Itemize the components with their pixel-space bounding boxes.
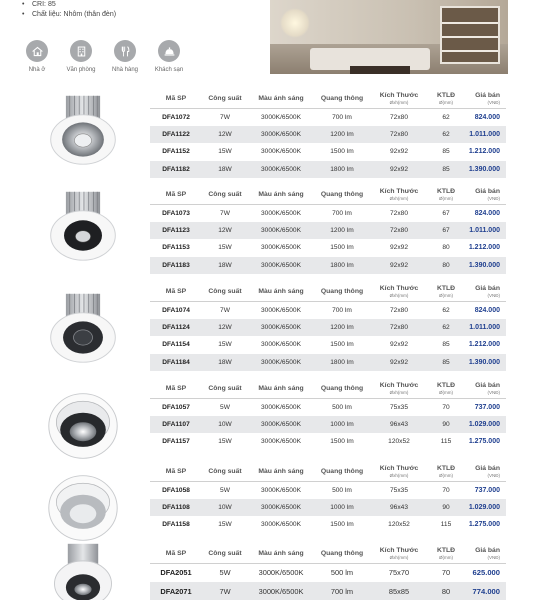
column-header-color: Màu ánh sáng (248, 90, 314, 108)
power: 15W (218, 148, 232, 156)
cutlery-icon (119, 45, 132, 58)
luminous-flux: 1800 lm (314, 161, 370, 179)
cutout: 115 (440, 438, 452, 446)
light-color: 3000K/6500K (261, 438, 301, 446)
table-row (150, 516, 506, 534)
luminous-flux: 700 lm (332, 209, 352, 217)
dimensions: 75x35 (390, 486, 408, 494)
power: 5W (220, 486, 230, 494)
power: 7W (220, 306, 230, 314)
price: 1.212.000 (468, 148, 500, 156)
table-row (150, 416, 506, 434)
luminous-flux: 1000 lm (314, 499, 370, 517)
table-row (150, 336, 506, 354)
dimensions: 72x80 (370, 319, 428, 337)
product-code: DFA1183 (150, 257, 202, 275)
app-hotel (154, 40, 184, 73)
light-color: 3000K/6500K (261, 521, 301, 529)
dimensions: 92x92 (390, 341, 408, 349)
table-row (150, 143, 506, 161)
light-color: 3000K/6500K (258, 568, 304, 578)
power: 7W (220, 209, 230, 217)
column-header-code: Mã SP (150, 545, 202, 563)
cutout: 62 (442, 113, 450, 121)
product-code: DFA1108 (150, 499, 202, 517)
table-row (150, 433, 506, 451)
light-color: 3000K/6500K (248, 161, 314, 179)
product-code: DFA1073 (162, 209, 190, 217)
luminous-flux: 700 lm (332, 306, 352, 314)
table-row (150, 222, 506, 240)
luminous-flux: 1200 lm (314, 222, 370, 240)
cutout: 85 (442, 148, 450, 156)
product-code: DFA1057 (162, 403, 190, 411)
light-color: 3000K/6500K (261, 113, 301, 121)
column-header-power: Công suất (202, 90, 248, 108)
cutout: 70 (441, 568, 451, 578)
table-header-row (150, 186, 506, 204)
table-header-row (150, 463, 506, 481)
column-header-power: Công suất (202, 463, 248, 481)
price: 1.275.000 (468, 438, 500, 446)
luminous-flux: 1500 lm (330, 341, 354, 349)
price: 1.390.000 (464, 257, 506, 275)
column-header-cutout: KTLĐ Ø(mm) (428, 283, 464, 301)
price: 737.000 (474, 486, 500, 494)
light-color: 3000K/6500K (261, 306, 301, 314)
spec-table-group-3 (150, 283, 506, 371)
light-color: 3000K/6500K (261, 403, 301, 411)
column-header-power: Công suất (202, 186, 248, 204)
power: 15W (218, 521, 232, 529)
table-header-row (150, 545, 506, 563)
price: 1.212.000 (468, 341, 500, 349)
table-row (150, 481, 506, 499)
table-row (150, 563, 506, 582)
cutout: 70 (442, 486, 450, 494)
product-code: DFA1153 (162, 244, 190, 252)
table-row (150, 204, 506, 222)
luminous-flux: 700 lm (314, 582, 370, 600)
column-header-color: Màu ánh sáng (248, 186, 314, 204)
light-color: 3000K/6500K (248, 499, 314, 517)
power: 5W (220, 403, 230, 411)
product-image-dfa1058 (45, 470, 121, 546)
power: 12W (202, 126, 248, 144)
column-header-size: Kích Thước Øxh(mm) (370, 283, 428, 301)
column-header-color: Màu ánh sáng (248, 463, 314, 481)
price: 1.029.000 (464, 416, 506, 434)
column-header-flux: Quang thông (314, 186, 370, 204)
dimensions: 92x92 (390, 148, 408, 156)
price: 1.029.000 (464, 499, 506, 517)
light-color: 3000K/6500K (261, 209, 301, 217)
price: 824.000 (474, 209, 500, 217)
spec-table-group-1 (150, 90, 506, 178)
table-row (150, 398, 506, 416)
column-header-price: Giá bán (VNĐ) (464, 463, 506, 481)
cutout: 85 (428, 161, 464, 179)
column-header-size: Kích Thước Øxh(mm) (370, 463, 428, 481)
column-header-code: Mã SP (150, 463, 202, 481)
column-header-cutout: KTLĐ Ø(mm) (428, 90, 464, 108)
cutout: 67 (442, 209, 450, 217)
cutout: 62 (442, 306, 450, 314)
luminous-flux: 500 lm (330, 568, 354, 578)
app-office (66, 40, 96, 73)
cutout: 85 (442, 341, 450, 349)
dimensions: 72x80 (370, 222, 428, 240)
dimensions: 92x92 (370, 354, 428, 372)
product-code: DFA1122 (150, 126, 202, 144)
column-header-price: Giá bán (VNĐ) (464, 283, 506, 301)
luminous-flux: 500 lm (332, 403, 352, 411)
luminous-flux: 1800 lm (314, 257, 370, 275)
table-row (150, 354, 506, 372)
power: 15W (218, 438, 232, 446)
product-image-dfa1073 (45, 188, 121, 264)
table-row (150, 161, 506, 179)
dimensions: 120x52 (388, 521, 410, 529)
dimensions: 72x80 (390, 113, 408, 121)
column-header-code: Mã SP (150, 380, 202, 398)
light-color: 3000K/6500K (248, 582, 314, 600)
dimensions: 72x80 (390, 209, 408, 217)
column-header-flux: Quang thông (314, 90, 370, 108)
light-color: 3000K/6500K (248, 126, 314, 144)
column-header-size: Kích Thước Øxh(mm) (370, 186, 428, 204)
table-row (150, 257, 506, 275)
price: 1.011.000 (464, 222, 506, 240)
product-code: DFA1154 (162, 341, 190, 349)
power: 10W (202, 416, 248, 434)
column-header-price: Giá bán (VNĐ) (464, 545, 506, 563)
table-header-row (150, 283, 506, 301)
table-row (150, 499, 506, 517)
power: 15W (218, 341, 232, 349)
dimensions: 96x43 (370, 416, 428, 434)
table-header-row (150, 90, 506, 108)
power: 15W (218, 244, 232, 252)
power: 18W (202, 354, 248, 372)
spec-list (22, 0, 116, 20)
light-color: 3000K/6500K (248, 222, 314, 240)
table-row (150, 108, 506, 126)
table-row (150, 301, 506, 319)
spec-table-group-2 (150, 186, 506, 274)
product-code: DFA1157 (162, 438, 190, 446)
light-color: 3000K/6500K (248, 319, 314, 337)
cutout: 80 (428, 582, 464, 600)
product-code: DFA1184 (150, 354, 202, 372)
luminous-flux: 1500 lm (330, 521, 354, 529)
light-color: 3000K/6500K (261, 244, 301, 252)
column-header-code: Mã SP (150, 186, 202, 204)
light-color: 3000K/6500K (248, 354, 314, 372)
table-row (150, 319, 506, 337)
luminous-flux: 700 lm (332, 113, 352, 121)
luminous-flux: 500 lm (332, 486, 352, 494)
hotel-bell-icon (163, 45, 176, 58)
app-label: Nhà hàng (111, 67, 139, 73)
cutout: 90 (428, 416, 464, 434)
product-image-dfa2051 (45, 540, 121, 600)
luminous-flux: 1500 lm (330, 438, 354, 446)
product-code: DFA1107 (150, 416, 202, 434)
dimensions: 85x85 (370, 582, 428, 600)
price: 824.000 (474, 113, 500, 121)
column-header-code: Mã SP (150, 283, 202, 301)
table-row (150, 239, 506, 257)
dimensions: 92x92 (370, 257, 428, 275)
cutout: 62 (428, 319, 464, 337)
column-header-cutout: KTLĐ Ø(mm) (428, 380, 464, 398)
price: 1.011.000 (464, 126, 506, 144)
power: 7W (202, 582, 248, 600)
dimensions: 75x35 (390, 403, 408, 411)
table-row (150, 582, 506, 600)
product-code: DFA1158 (162, 521, 190, 529)
luminous-flux: 1500 lm (330, 244, 354, 252)
price: 1.212.000 (468, 244, 500, 252)
column-header-flux: Quang thông (314, 283, 370, 301)
column-header-flux: Quang thông (314, 380, 370, 398)
column-header-color: Màu ánh sáng (248, 545, 314, 563)
light-color: 3000K/6500K (261, 341, 301, 349)
dimensions: 75x70 (388, 568, 410, 578)
dimensions: 96x43 (370, 499, 428, 517)
column-header-flux: Quang thông (314, 545, 370, 563)
column-header-code: Mã SP (150, 90, 202, 108)
app-home (22, 40, 52, 73)
column-header-size: Kích Thước Øxh(mm) (370, 545, 428, 563)
dimensions: 72x80 (370, 126, 428, 144)
cutout: 115 (440, 521, 452, 529)
spec-cri: • CRI: 85 (22, 0, 116, 10)
app-restaurant (110, 40, 140, 73)
column-header-size: Kích Thước Øxh(mm) (370, 380, 428, 398)
price: 1.390.000 (464, 354, 506, 372)
product-code: DFA1124 (150, 319, 202, 337)
power: 10W (202, 499, 248, 517)
price: 774.000 (464, 582, 506, 600)
app-label: Nhà ở (28, 67, 46, 73)
power: 12W (202, 319, 248, 337)
light-color: 3000K/6500K (248, 257, 314, 275)
dimensions: 92x92 (370, 161, 428, 179)
app-label: Khách sạn (154, 67, 184, 73)
column-header-cutout: KTLĐ Ø(mm) (428, 463, 464, 481)
product-code: DFA2051 (160, 568, 192, 578)
app-label: Văn phòng (66, 67, 96, 73)
luminous-flux: 1200 lm (314, 126, 370, 144)
luminous-flux: 1800 lm (314, 354, 370, 372)
office-building-icon (75, 45, 88, 58)
spec-table-group-4 (150, 380, 506, 451)
cutout: 67 (428, 222, 464, 240)
price: 1.011.000 (464, 319, 506, 337)
spec-material: • Chất liệu: Nhôm (thân đèn) (22, 10, 116, 20)
column-header-power: Công suất (202, 283, 248, 301)
cutout: 62 (428, 126, 464, 144)
price: 824.000 (474, 306, 500, 314)
product-image-dfa1074 (45, 290, 121, 366)
application-icons (22, 40, 184, 73)
product-code: DFA1182 (150, 161, 202, 179)
interior-photo (270, 0, 508, 74)
dimensions: 72x80 (390, 306, 408, 314)
light-color: 3000K/6500K (261, 486, 301, 494)
spec-table-group-6 (150, 545, 506, 600)
column-header-power: Công suất (202, 380, 248, 398)
column-header-color: Màu ánh sáng (248, 380, 314, 398)
product-code: DFA1152 (162, 148, 190, 156)
product-code: DFA1123 (150, 222, 202, 240)
column-header-cutout: KTLĐ Ø(mm) (428, 545, 464, 563)
price: 737.000 (474, 403, 500, 411)
table-header-row (150, 380, 506, 398)
power: 12W (202, 222, 248, 240)
power: 7W (220, 113, 230, 121)
column-header-size: Kích Thước Øxh(mm) (370, 90, 428, 108)
column-header-flux: Quang thông (314, 463, 370, 481)
column-header-price: Giá bán (VNĐ) (464, 186, 506, 204)
power: 18W (202, 161, 248, 179)
column-header-power: Công suất (202, 545, 248, 563)
spec-table-group-5 (150, 463, 506, 534)
dimensions: 120x52 (388, 438, 410, 446)
product-image-dfa1057 (45, 388, 121, 464)
price: 625.000 (472, 568, 500, 578)
luminous-flux: 1500 lm (330, 148, 354, 156)
luminous-flux: 1000 lm (314, 416, 370, 434)
column-header-price: Giá bán (VNĐ) (464, 90, 506, 108)
power: 5W (219, 568, 231, 578)
cutout: 85 (428, 354, 464, 372)
cutout: 80 (442, 244, 450, 252)
price: 1.390.000 (464, 161, 506, 179)
column-header-price: Giá bán (VNĐ) (464, 380, 506, 398)
cutout: 70 (442, 403, 450, 411)
product-code: DFA1058 (162, 486, 190, 494)
luminous-flux: 1200 lm (314, 319, 370, 337)
power: 18W (202, 257, 248, 275)
product-image-dfa1072 (45, 92, 121, 168)
column-header-cutout: KTLĐ Ø(mm) (428, 186, 464, 204)
product-code: DFA2071 (150, 582, 202, 600)
light-color: 3000K/6500K (248, 416, 314, 434)
cutout: 90 (428, 499, 464, 517)
light-color: 3000K/6500K (261, 148, 301, 156)
column-header-color: Màu ánh sáng (248, 283, 314, 301)
product-code: DFA1074 (162, 306, 190, 314)
table-row (150, 126, 506, 144)
price: 1.275.000 (468, 521, 500, 529)
product-code: DFA1072 (162, 113, 190, 121)
dimensions: 92x92 (390, 244, 408, 252)
house-icon (31, 45, 44, 58)
cutout: 80 (428, 257, 464, 275)
